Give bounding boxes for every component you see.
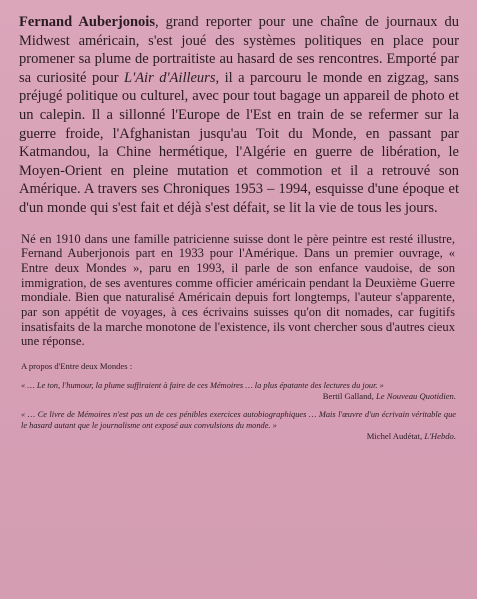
review-quote-1-author: Bertil Galland, (322, 391, 377, 402)
bio-text-a: , grand reporter pour une chaîne de journaux du Midwest américain, s'est joué des systèmes politiques en place pour promener sa plume de portraitiste au hasard de ses rencontres. Emporté par sa curiosité pour (19, 14, 459, 86)
review-quote-2-text: « … Ce livre de Mémoires n'est pas un de ces pénibles exercices autobiographiques … Mais l'œuvre d'un écrivain véritable que le hasard autant que le journalisme ont exposé aux convulsions du monde. » (21, 410, 456, 431)
bio-text-b: , il a parcouru le monde en zigzag, sans préjugé politique ou culturel, avec pour tout bagage un appareil de photo et un calepin. Il a sillonné l'Europe de l'Est en train de se refermer sur la guerre froide, l'Afghanistan jusqu'au Toit du Monde, en passant par Katmandou, la Chine hermétique, l'Algérie en guerre de libération, le Moyen-Orient en pleine mutation et commotion et il a retrouvé son Amérique. A travers ses Chroniques 1953 – 1994, esquisse d'une époque et d'un monde qui s'est fait et déjà s'est défait, se lit la vie de tous les jours. (19, 69, 459, 216)
review-quote-1-text: « … Le ton, l'humour, la plume suffiraient à faire de ces Mémoires … la plus épatante des lectures du jour. » (21, 381, 384, 391)
review-quote-2-author: Michel Audétat, (366, 431, 425, 442)
book-title: L'Air d'Ailleurs (124, 69, 216, 86)
review-quote-1-source: Le Nouveau Quotidien. (376, 391, 456, 402)
reviews-heading: A propos d'Entre deux Mondes : (21, 361, 133, 372)
author-name: Fernand Auberjonois (19, 14, 155, 30)
review-quote-2 (21, 409, 456, 442)
review-quote-1-attribution (21, 391, 456, 402)
review-quote-1 (21, 380, 456, 402)
review-quote-2-source: L'Hebdo. (424, 431, 456, 442)
bio-paragraph-2: Né en 1910 dans une famille patricienne suisse dont le père peintre est resté illustre, Fernand Auberjonois part en 1933 pour l'Amérique. Dans un premier ouvrage, « Entre deux Mondes », paru en 1993, il parle de son enfance vaudoise, de son immigration, de ses aventures comme officier américain pendant la Deuxième Guerre mondiale. Bien que naturalisé Américain depuis fort longtemps, l'auteur s'apparente, par son appétit de voyages, à ces écrivains suisses qu'on dit nomades, car fugitifs insatisfaits de la marche monotone de l'existence, ils vont chercher sous d'autres cieux une réponse. (21, 231, 455, 349)
review-quote-2-attribution (21, 431, 456, 442)
bio-paragraph-1 (19, 13, 459, 218)
